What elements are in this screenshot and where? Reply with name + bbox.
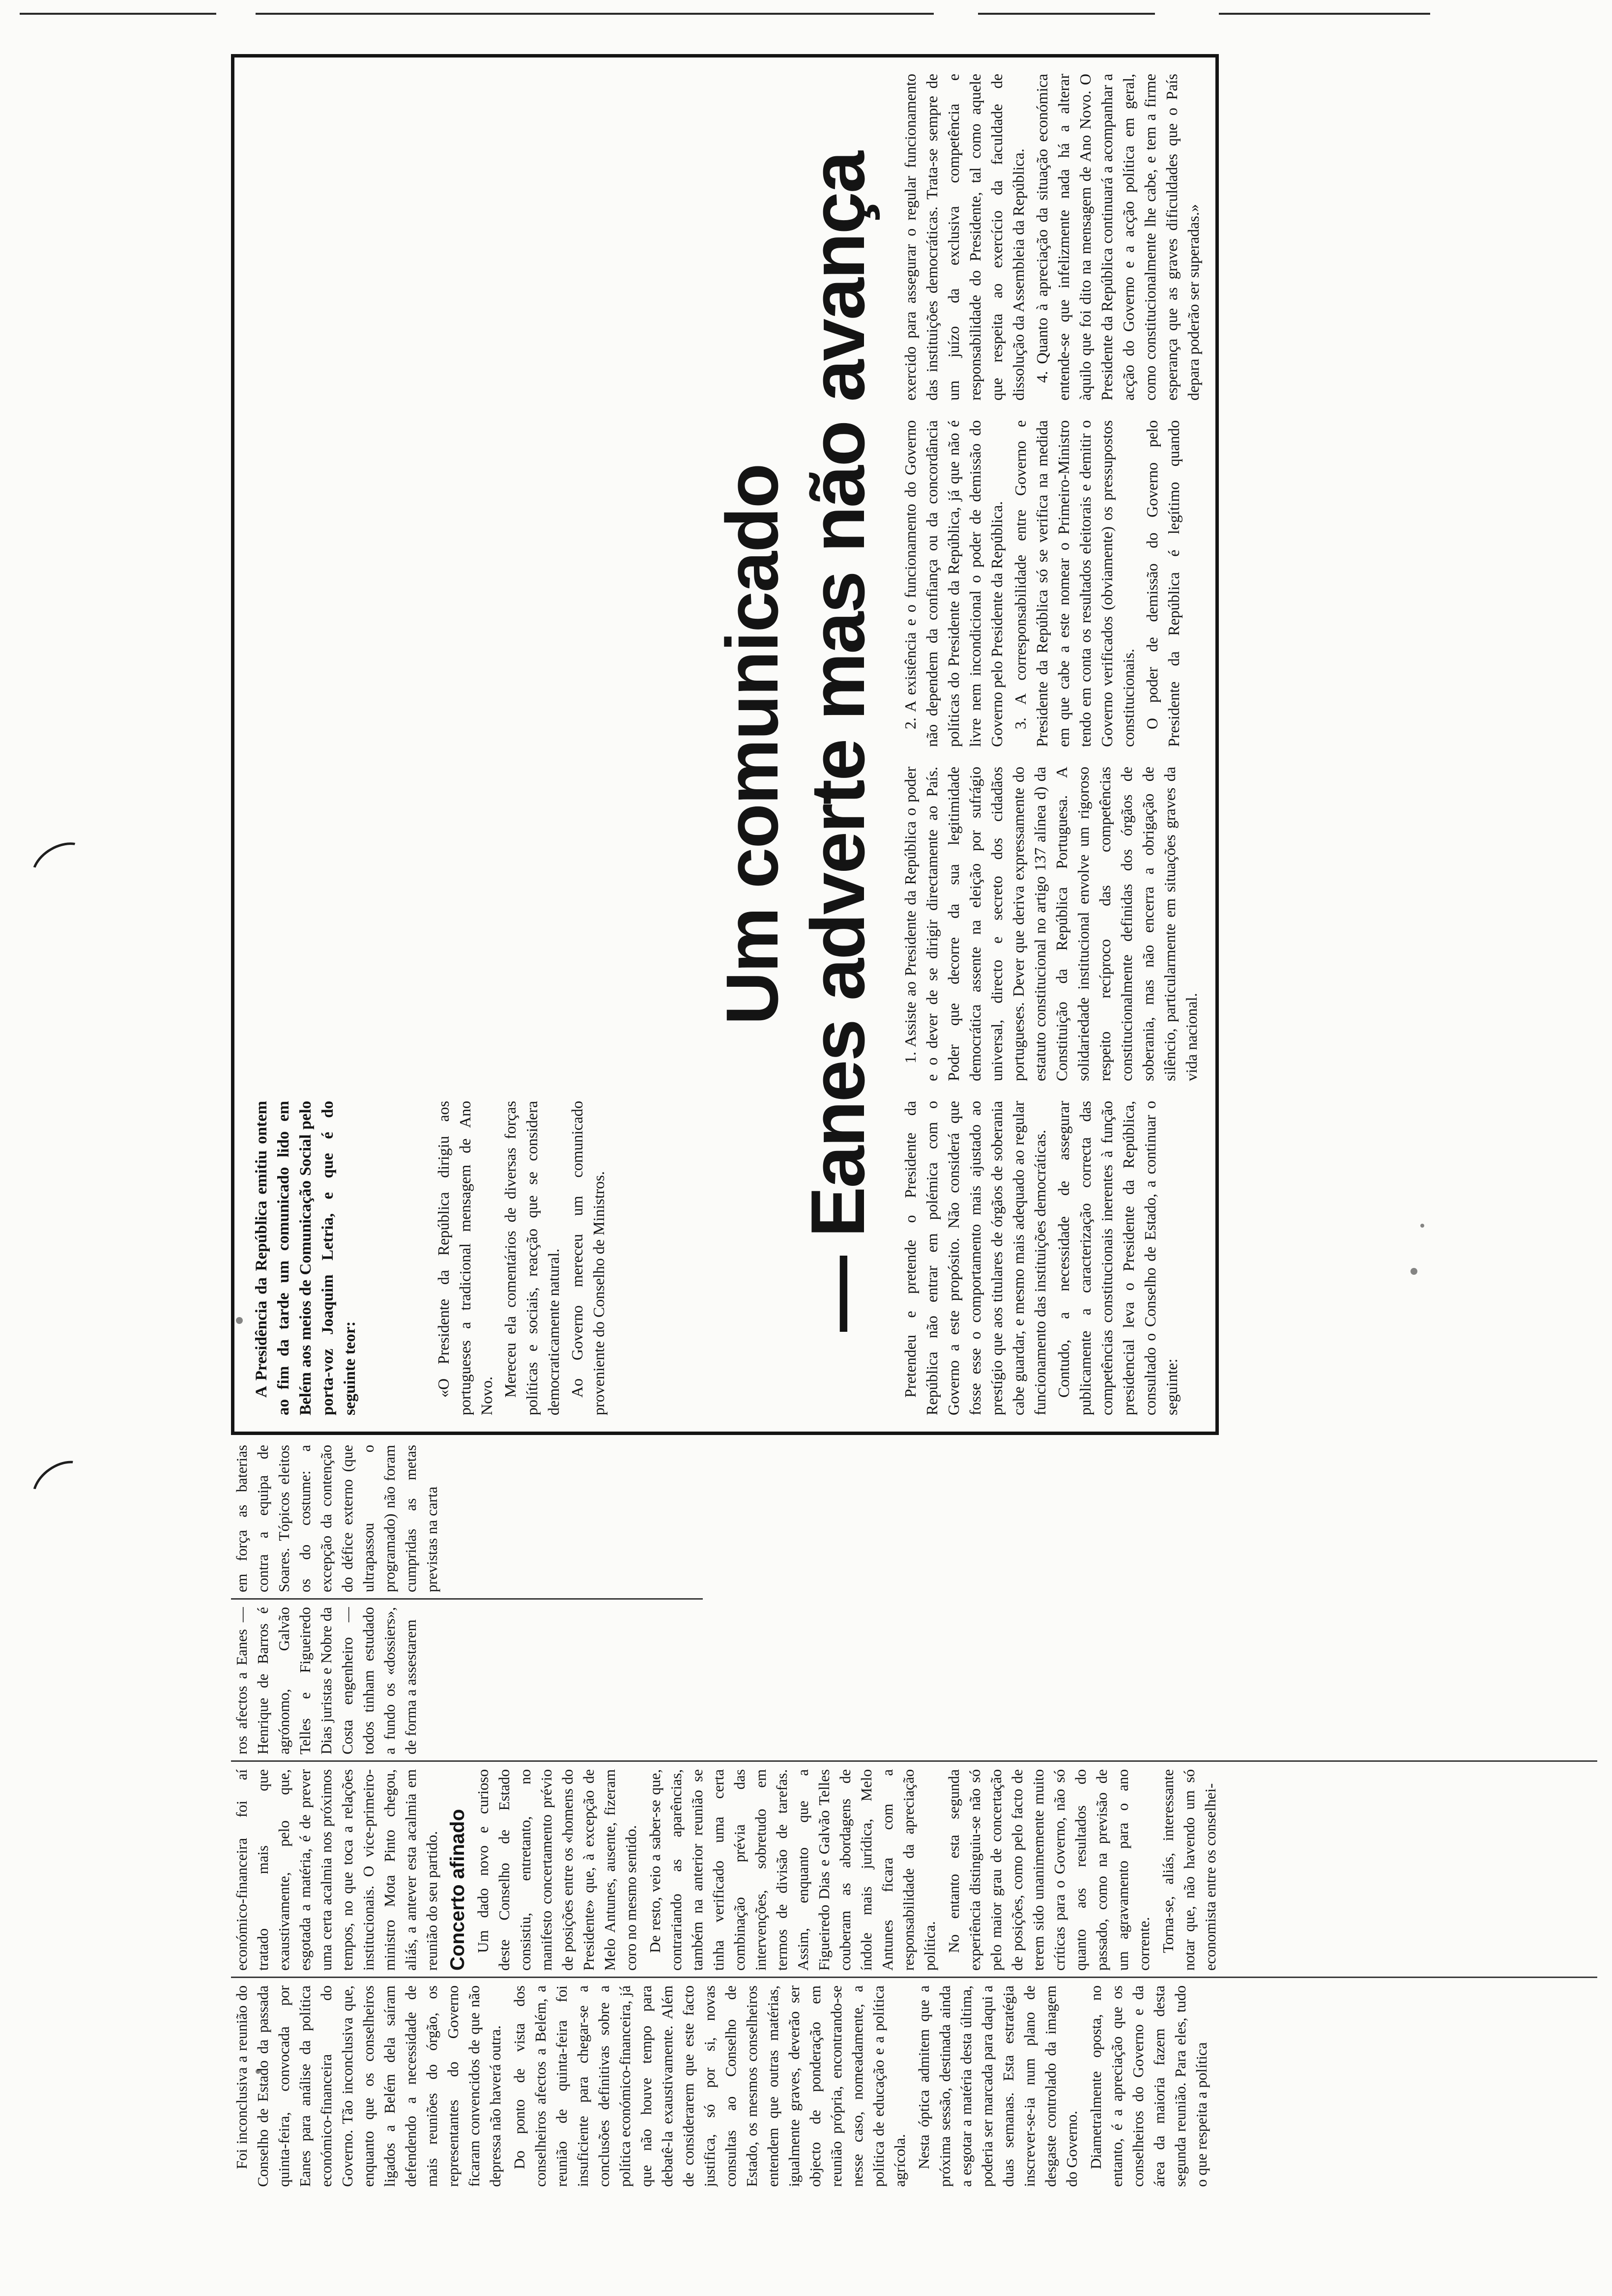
- body-paragraph: Contudo, a necessidade de assegurar publicamente a caracterização correcta das competências constitucionais inerentes à função presidencial leva o Presidente da República, consultado o Conselho de Estado, a continuar o seguinte:: [1055, 1101, 1180, 1415]
- body-paragraph: 4. Quanto à apreciação da situação económica entende-se que infelizmente nada há a alterar àquilo que foi dito na mensagem de Ano Novo. O Presidente da República continuará a acompanhar a acção do Governo e a acção política em geral, como constitucionalmente lhe cabe, e tem a firme esperança que as graves dificuldades que o País depara poderão ser superadas.»: [1033, 74, 1202, 401]
- top-scan-rule: [256, 13, 934, 15]
- paragraph: No entanto esta segunda experiência distinguiu-se não só pelo maior grau de concertação de posições, como pelo facto de terem sido unanimemente muito críticas para o Governo, não só quanto aos resultados do passado, como na previsão de um agravamento para o ano corrente.: [945, 1769, 1152, 1971]
- subheading-concerto-afinado: Concerto afinado: [447, 1809, 468, 1971]
- column-a: [231, 1985, 1607, 2187]
- newspaper-clipping: [211, 39, 1612, 2202]
- headline-line-2: — Eanes adverte mas não avança: [795, 152, 880, 1332]
- column-d: [231, 1445, 713, 1592]
- paragraph: Torna-se, aliás, interessante notar que, não havendo um só economista entre os conselhei-: [1159, 1769, 1219, 1971]
- paragraph: económico-financeira foi aí tratado mais que exaustivamente, pelo que, esgotada a matéria, é de prever uma certa acalmia nos próximos tempos, no que toca a relações institucionais. O vice-primeiro-ministro Mota Pinto chegou, aliás, a antever esta acalmia em reunião do seu partido.: [233, 1769, 440, 1971]
- column-divider: [231, 1977, 1597, 1978]
- paragraph: Do ponto de vista dos conselheiros afectos a Belém, a reunião de quinta-feira foi insuficiente para chegar-se a conclusões definitivas sobre a política económico-financeira, já que não houve tempo para debatê-la exaustivamente. Além de considerarem que este facto justifica, só por si, novas consultas ao Conselho de Estado, os mesmos conselheiros entendem que outras matérias, igualmente graves, deverão ser objecto de ponderação em reunião própria, encontrando-se nesse caso, nomeadamente, a política de educação e a política agrícola.: [511, 1985, 908, 2187]
- top-scan-rule: [20, 13, 216, 15]
- body-paragraph: 2. A existência e o funcionamento do Governo não dependem da confiança ou da concordância políticas do Presidente da República, já que não é livre nem incondicional o poder de demissão do Governo pelo Presidente da República.: [901, 420, 1006, 747]
- boxed-column-right: [899, 74, 1204, 747]
- paragraph: Foi inconclusiva a reunião do Conselho de Estado da passada quinta-feira, convocada por Eanes para análise da política económico-financeira do Governo. Tão inconclusiva que, enquanto que os conselheiros ligados a Belém dela saíram defendendo a necessidade de mais reuniões do órgão, os representantes do Governo ficaram convencidos de que não depressa não haverá outra.: [233, 1985, 504, 2187]
- paragraph: em força as baterias contra a equipa de Soares. Tópicos eleitos os do costume: a excepção da contenção do défice externo (que ultrapassou o programado) não foram cumpridas as metas previstas na carta: [233, 1445, 440, 1592]
- body-paragraph: O poder de demissão do Governo pelo Presidente da República é legítimo quando exercido para assegurar o regular funcionamento das instituições democráticas. Trata-se sempre de um juízo da exclusiva competência e responsabilidade do Presidente, tal como aquele que respeita ao exercício da faculdade de dissolução da Assembleia da República.: [901, 74, 1182, 747]
- body-paragraph: Pretendeu e pretende o Presidente da República não entrar em polémica com o Governo a este propósito. Não considerá que fosse esse o comportamento mais ajustado ao prestígio que aos titulares de órgãos de soberania cabe guardar, e mesmo mais adequado ao regular funcionamento das instituições democráticas.: [901, 1101, 1049, 1415]
- body-paragraph: 3. A corresponsabilidade entre Governo e Presidente da República só se verifica na medida em que cabe a este nomear o Primeiro-Ministro tendo em conta os resultados eleitorais e demitir o Governo verificados (obviamente) os pressupostos constitucionais.: [1011, 420, 1137, 747]
- paragraph: Diametralmente oposta, no entanto, é a apreciação que os conselheiros do Governo e da área da maioria fazem desta segunda reunião. Para eles, tudo o que respeita a política: [1087, 1985, 1210, 2187]
- paragraph: De resto, veio a saber-se que, contrariando as aparências, também na anterior reunião se tinha verificado uma certa combinação prévia das intervenções, sobretudo em termos de divisão de tarefas. Assim, enquanto que a Figueiredo Dias e Galvão Telles couberam as abordagens de índole mais jurídica, Melo Antunes ficara com a responsabilidade da apreciação política.: [646, 1769, 938, 1971]
- column-b: [231, 1769, 1607, 1971]
- column-divider: [231, 1598, 703, 1600]
- lead-paragraph: A Presidência da República emitiu ontem ao fim da tarde um comunicado lido em Belém aos meios de Comunicação Social pelo porta-voz Joaquim Letria, e que é do seguinte teor:: [253, 1101, 359, 1415]
- paragraph: Nesta óptica admitem que a próxima sessão, destinada ainda a esgotar a matéria desta última, poderia ser marcada para daqui a duas semanas. Esta estratégia inscrever-se-ia num plano de desgaste controlado da imagem do Governo.: [915, 1985, 1080, 2187]
- body-paragraph: «O Presidente da República dirigiu aos portugueses a tradicional mensagem de Ano Novo.: [434, 1101, 495, 1415]
- boxed-column-left-lower: [899, 767, 1204, 1415]
- top-scan-rule: [1219, 13, 1430, 15]
- headline-line-1: Um comunicado: [711, 464, 793, 1025]
- column-divider: [231, 1760, 1597, 1762]
- scan-mark: [23, 1450, 100, 1523]
- body-paragraph: 1. Assiste ao Presidente da República o poder e o dever de se dirigir directamente ao País. Poder que decorre da sua legitimidade democrática assente na eleição por sufrágio universal, directo e secreto dos cidadãos portugueses. Dever que deriva expressamente do estatuto constitucional no artigo 137 alínea d) da Constituição da República Portuguesa. A solidariedade institucional envolve um rigoroso respeito recíproco das competências constitucionalmente definidas dos órgãos de soberania, mas não encerra a obrigação de silêncio, particularmente em situações graves da vida nacional.: [901, 767, 1200, 1081]
- body-paragraph: Mereceu ela comentários de diversas forças políticas e sociais, reacção que se considera democraticamente natural.: [501, 1101, 562, 1415]
- scan-mark: [23, 832, 100, 903]
- body-paragraph: Ao Governo mereceu um comunicado proveniente do Conselho de Ministros.: [568, 1101, 607, 1415]
- paragraph: Um dado novo e curioso deste Conselho de Estado consistiu, entretanto, no manifesto concertamento prévio de posições entre os «homens do Presidente» que, à excepção de Melo Antunes, ausente, fizeram coro no mesmo sentido.: [474, 1769, 639, 1971]
- column-c: [231, 1607, 713, 1754]
- paragraph: ros afectos a Eanes — Henrique de Barros é agrónomo, Galvão Telles e Figueiredo Dias juristas e Nobre da Costa engenheiro — todos tinham estudado a fundo os «dossiers», de forma a assestarem: [233, 1607, 419, 1754]
- article-lead: [251, 1101, 428, 1415]
- boxed-column-left: [432, 1101, 708, 1415]
- top-scan-rule: [978, 13, 1155, 15]
